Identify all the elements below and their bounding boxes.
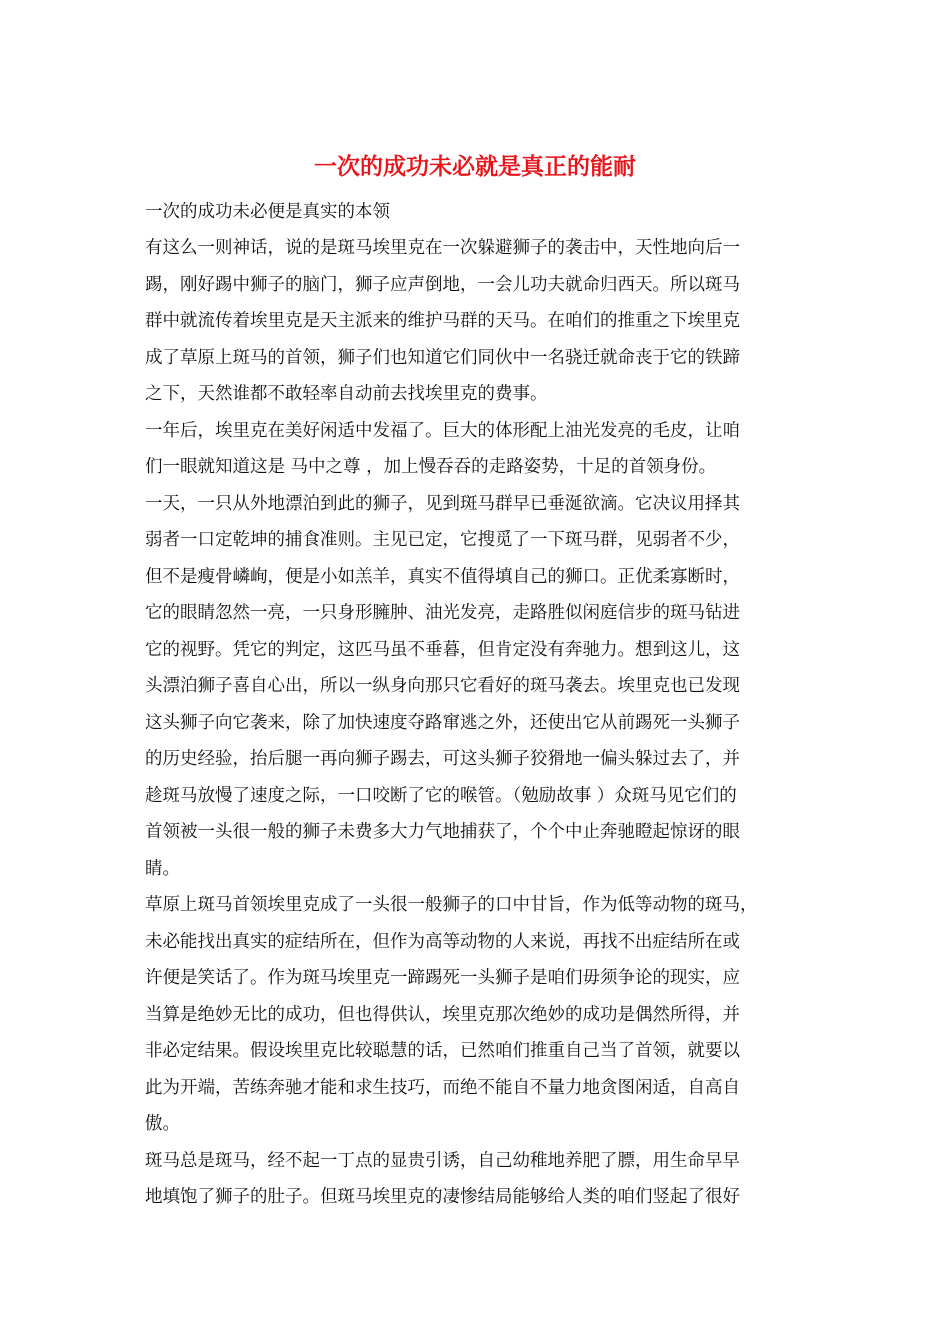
paragraph-line: 之下，天然谁都不敢轻率自动前去找埃里克的费事。: [145, 384, 548, 404]
paragraph-line: 斑马总是斑马，经不起一丁点的显贵引诱，自己幼稚地养肥了膘，用生命早早: [145, 1151, 740, 1171]
paragraph-line: 地填饱了狮子的肚子。但斑马埃里克的凄惨结局能够给人类的咱们竖起了很好: [145, 1187, 740, 1207]
paragraph-line: 趁斑马放慢了速度之际，一口咬断了它的喉管。（勉励故事 ）众斑马见它们的: [145, 786, 737, 806]
paragraph-line: 成了草原上斑马的首领，狮子们也知道它们同伙中一名骁迁就命丧于它的铁蹄: [145, 348, 740, 368]
page-title: 一次的成功未必就是真正的能耐: [314, 154, 636, 180]
document-subtitle: 一次的成功未必便是真实的本领: [145, 202, 390, 222]
paragraph-line: 群中就流传着埃里克是天主派来的维护马群的天马。在咱们的推重之下埃里克: [145, 311, 740, 331]
paragraph-line: 但不是瘦骨嶙峋，便是小如羔羊，真实不值得填自己的狮口。正优柔寡断时，: [145, 567, 740, 587]
paragraph-line: 傲。: [145, 1114, 180, 1134]
paragraph-line: 睛。: [145, 859, 180, 879]
paragraph-line: 未必能找出真实的症结所在，但作为高等动物的人来说，再找不出症结所在或: [145, 932, 740, 952]
paragraph-line: 这头狮子向它袭来，除了加快速度夺路窜逃之外，还使出它从前踢死一头狮子: [145, 713, 740, 733]
paragraph-line: 它的视野。凭它的判定，这匹马虽不垂暮，但肯定没有奔驰力。想到这儿，这: [145, 640, 740, 660]
paragraph-line: 此为开端，苦练奔驰才能和求生技巧，而绝不能自不量力地贪图闲适，自高自: [145, 1078, 740, 1098]
paragraph-line: 头漂泊狮子喜自心出，所以一纵身向那只它看好的斑马袭去。埃里克也已发现: [145, 676, 740, 696]
paragraph-line: 一天，一只从外地漂泊到此的狮子，见到斑马群早已垂涎欲滴。它决议用择其: [145, 494, 740, 514]
paragraph-line: 们一眼就知道这是 马中之尊 ，加上慢吞吞的走路姿势，十足的首领身份。: [145, 457, 717, 477]
paragraph-line: 许便是笑话了。作为斑马埃里克一蹄踢死一头狮子是咱们毋须争论的现实，应: [145, 968, 740, 988]
paragraph-line: 弱者一口定乾坤的捕食准则。主见已定，它搜觅了一下斑马群，见弱者不少，: [145, 530, 740, 550]
paragraph-line: 非必定结果。假设埃里克比较聪慧的话，已然咱们推重自己当了首领，就要以: [145, 1041, 740, 1061]
paragraph-line: 它的眼睛忽然一亮，一只身形臃肿、油光发亮，走路胜似闲庭信步的斑马钻进: [145, 603, 740, 623]
paragraph-line: 有这么一则神话，说的是斑马埃里克在一次躲避狮子的袭击中，天性地向后一: [145, 238, 740, 258]
paragraph-line: 草原上斑马首领埃里克成了一头很一般狮子的口中甘旨，作为低等动物的斑马，: [145, 895, 758, 915]
paragraph-line: 踢，刚好踢中狮子的脑门，狮子应声倒地，一会儿功夫就命归西天。所以斑马: [145, 275, 740, 295]
paragraph-line: 当算是绝妙无比的成功，但也得供认，埃里克那次绝妙的成功是偶然所得，并: [145, 1005, 740, 1025]
paragraph-line: 一年后，埃里克在美好闲适中发福了。巨大的体形配上油光发亮的毛皮，让咱: [145, 421, 740, 441]
paragraph-line: 首领被一头很一般的狮子未费多大力气地捕获了，个个中止奔驰瞪起惊讶的眼: [145, 822, 740, 842]
paragraph-line: 的历史经验，抬后腿一再向狮子踢去，可这头狮子狡猾地一偏头躲过去了，并: [145, 749, 740, 769]
